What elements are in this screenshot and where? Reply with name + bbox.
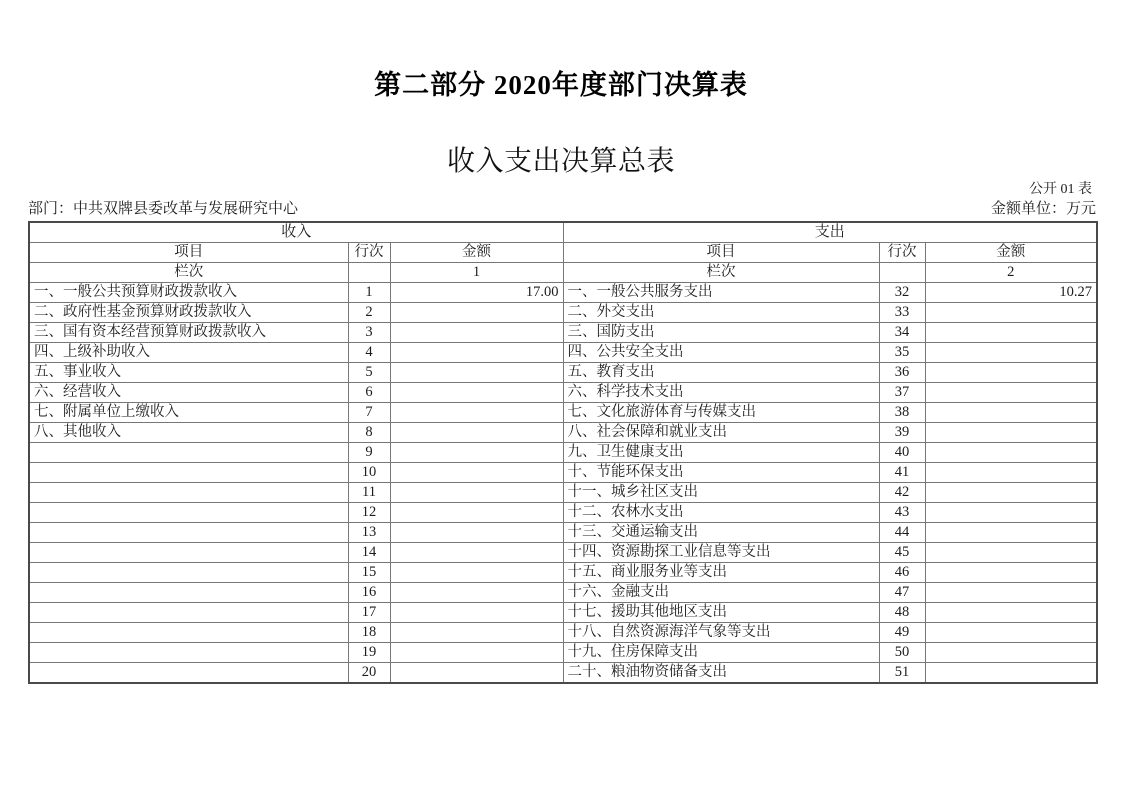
expense-item-cell: 一、一般公共服务支出: [563, 283, 879, 303]
expense-rowno-cell: 46: [879, 563, 925, 583]
expense-rowno-cell: 35: [879, 343, 925, 363]
income-amount-cell: [390, 443, 563, 463]
income-rowno-cell: 10: [348, 463, 390, 483]
expense-rowno-header: 行次: [879, 243, 925, 263]
income-amount-cell: [390, 623, 563, 643]
department-line: 部门：中共双牌县委改革与发展研究中心: [28, 201, 299, 217]
expense-rowno-cell: 39: [879, 423, 925, 443]
expense-item-cell: 七、文化旅游体育与传媒支出: [563, 403, 879, 423]
expense-item-cell: 十九、住房保障支出: [563, 643, 879, 663]
expense-amount-cell: [925, 423, 1097, 443]
expense-rowno-cell: 47: [879, 583, 925, 603]
expense-rowno-cell: 34: [879, 323, 925, 343]
expense-item-cell: 十六、金融支出: [563, 583, 879, 603]
expense-amount-cell: [925, 603, 1097, 623]
income-amount-cell: [390, 563, 563, 583]
table-row: [29, 563, 1097, 583]
income-item-header: 项目: [29, 243, 348, 263]
income-amount-cell: [390, 583, 563, 603]
expense-item-cell: 十一、城乡社区支出: [563, 483, 879, 503]
table-row: [29, 503, 1097, 523]
income-section-header: 收入: [29, 222, 563, 243]
table-row: [29, 383, 1097, 403]
expense-rowno-cell: 49: [879, 623, 925, 643]
column-index-row: [29, 263, 1097, 283]
income-amount-cell: [390, 543, 563, 563]
table-row: [29, 283, 1097, 303]
income-amount-cell: 17.00: [390, 283, 563, 303]
expense-item-cell: 五、教育支出: [563, 363, 879, 383]
table-row: [29, 303, 1097, 323]
income-rowno-cell: 6: [348, 383, 390, 403]
table-body: [29, 283, 1097, 684]
income-amount-cell: [390, 383, 563, 403]
expense-rowno-cell: 38: [879, 403, 925, 423]
income-rowno-cell: 18: [348, 623, 390, 643]
income-amount-header: 金额: [390, 243, 563, 263]
expense-rowno-cell: 42: [879, 483, 925, 503]
income-index-value: 1: [390, 263, 563, 283]
income-amount-cell: [390, 343, 563, 363]
expense-rowno-cell: 43: [879, 503, 925, 523]
income-item-cell: [29, 523, 348, 543]
expense-amount-cell: [925, 323, 1097, 343]
expense-item-cell: 八、社会保障和就业支出: [563, 423, 879, 443]
income-rowno-cell: 15: [348, 563, 390, 583]
income-item-cell: [29, 463, 348, 483]
expense-item-cell: 六、科学技术支出: [563, 383, 879, 403]
table-header: [29, 222, 1097, 283]
income-item-cell: [29, 543, 348, 563]
table-row: [29, 663, 1097, 684]
income-rowno-cell: 13: [348, 523, 390, 543]
income-item-cell: [29, 643, 348, 663]
income-item-cell: [29, 443, 348, 463]
income-amount-cell: [390, 483, 563, 503]
table-row: [29, 463, 1097, 483]
income-rowno-cell: 3: [348, 323, 390, 343]
expense-amount-cell: [925, 383, 1097, 403]
income-index-label: 栏次: [29, 263, 348, 283]
expense-amount-cell: [925, 523, 1097, 543]
expense-rowno-cell: 48: [879, 603, 925, 623]
expense-rowno-cell: 50: [879, 643, 925, 663]
expense-item-cell: 十、节能环保支出: [563, 463, 879, 483]
table-row: [29, 323, 1097, 343]
expense-rowno-cell: 32: [879, 283, 925, 303]
table-row: [29, 423, 1097, 443]
expense-item-cell: 二、外交支出: [563, 303, 879, 323]
income-amount-cell: [390, 303, 563, 323]
expense-rowno-cell: 40: [879, 443, 925, 463]
income-amount-cell: [390, 423, 563, 443]
income-rowno-cell: 19: [348, 643, 390, 663]
expense-item-header: 项目: [563, 243, 879, 263]
table-meta: [28, 182, 1096, 218]
summary-table: [28, 221, 1098, 684]
income-rowno-cell: 1: [348, 283, 390, 303]
expense-item-cell: 四、公共安全支出: [563, 343, 879, 363]
expense-amount-cell: [925, 483, 1097, 503]
expense-amount-cell: [925, 363, 1097, 383]
income-item-cell: [29, 603, 348, 623]
table-row: [29, 403, 1097, 423]
income-item-cell: 八、其他收入: [29, 423, 348, 443]
income-rowno-cell: 20: [348, 663, 390, 684]
expense-amount-cell: 10.27: [925, 283, 1097, 303]
table-row: [29, 643, 1097, 663]
expense-amount-cell: [925, 403, 1097, 423]
expense-amount-cell: [925, 503, 1097, 523]
expense-section-header: 支出: [563, 222, 1097, 243]
expense-rowno-cell: 45: [879, 543, 925, 563]
expense-amount-header: 金额: [925, 243, 1097, 263]
income-item-cell: 三、国有资本经营预算财政拨款收入: [29, 323, 348, 343]
income-item-cell: [29, 623, 348, 643]
expense-item-cell: 十七、援助其他地区支出: [563, 603, 879, 623]
income-rowno-cell: 2: [348, 303, 390, 323]
expense-rowno-cell: 51: [879, 663, 925, 684]
income-item-cell: [29, 583, 348, 603]
meta-row: [28, 200, 1096, 218]
table-row: [29, 543, 1097, 563]
income-amount-cell: [390, 523, 563, 543]
income-amount-cell: [390, 323, 563, 343]
column-header-row: [29, 243, 1097, 263]
table-title: 收入支出决算总表: [446, 146, 675, 177]
expense-item-cell: 十八、自然资源海洋气象等支出: [563, 623, 879, 643]
income-rowno-cell: 8: [348, 423, 390, 443]
income-rowno-cell: 9: [348, 443, 390, 463]
income-amount-cell: [390, 643, 563, 663]
income-item-cell: 七、附属单位上缴收入: [29, 403, 348, 423]
expense-amount-cell: [925, 583, 1097, 603]
income-amount-cell: [390, 463, 563, 483]
expense-rowno-cell: 36: [879, 363, 925, 383]
table-code: 公开 01 表: [1029, 182, 1092, 197]
income-item-cell: 五、事业收入: [29, 363, 348, 383]
expense-amount-cell: [925, 443, 1097, 463]
income-item-cell: [29, 483, 348, 503]
expense-amount-cell: [925, 643, 1097, 663]
expense-index-label: 栏次: [563, 263, 879, 283]
expense-item-cell: 二十、粮油物资储备支出: [563, 663, 879, 684]
expense-item-cell: 十四、资源勘探工业信息等支出: [563, 543, 879, 563]
expense-index-rowno-cell: [879, 263, 925, 283]
expense-index-value: 2: [925, 263, 1097, 283]
expense-item-cell: 三、国防支出: [563, 323, 879, 343]
expense-item-cell: 九、卫生健康支出: [563, 443, 879, 463]
table-row: [29, 583, 1097, 603]
expense-item-cell: 十二、农林水支出: [563, 503, 879, 523]
income-rowno-cell: 14: [348, 543, 390, 563]
income-amount-cell: [390, 663, 563, 684]
income-item-cell: [29, 503, 348, 523]
table-row: [29, 443, 1097, 463]
income-item-cell: 二、政府性基金预算财政拨款收入: [29, 303, 348, 323]
income-rowno-cell: 5: [348, 363, 390, 383]
income-rowno-header: 行次: [348, 243, 390, 263]
expense-item-cell: 十五、商业服务业等支出: [563, 563, 879, 583]
income-rowno-cell: 12: [348, 503, 390, 523]
income-amount-cell: [390, 403, 563, 423]
table-row: [29, 623, 1097, 643]
expense-amount-cell: [925, 563, 1097, 583]
income-item-cell: 一、一般公共预算财政拨款收入: [29, 283, 348, 303]
table-row: [29, 363, 1097, 383]
income-amount-cell: [390, 603, 563, 623]
expense-amount-cell: [925, 663, 1097, 684]
section-header-row: [29, 222, 1097, 243]
expense-rowno-cell: 37: [879, 383, 925, 403]
amount-unit-label: 金额单位：万元: [990, 201, 1096, 217]
income-rowno-cell: 16: [348, 583, 390, 603]
income-item-cell: [29, 663, 348, 684]
expense-amount-cell: [925, 343, 1097, 363]
expense-rowno-cell: 41: [879, 463, 925, 483]
income-amount-cell: [390, 363, 563, 383]
income-item-cell: 四、上级补助收入: [29, 343, 348, 363]
expense-amount-cell: [925, 543, 1097, 563]
expense-item-cell: 十三、交通运输支出: [563, 523, 879, 543]
page-title: 第二部分 2020年度部门决算表: [374, 70, 748, 100]
table-row: [29, 483, 1097, 503]
expense-amount-cell: [925, 623, 1097, 643]
expense-rowno-cell: 33: [879, 303, 925, 323]
income-item-cell: 六、经营收入: [29, 383, 348, 403]
income-rowno-cell: 11: [348, 483, 390, 503]
income-rowno-cell: 7: [348, 403, 390, 423]
income-rowno-cell: 17: [348, 603, 390, 623]
income-index-rowno-cell: [348, 263, 390, 283]
expense-amount-cell: [925, 303, 1097, 323]
income-item-cell: [29, 563, 348, 583]
income-rowno-cell: 4: [348, 343, 390, 363]
table-row: [29, 603, 1097, 623]
expense-amount-cell: [925, 463, 1097, 483]
expense-rowno-cell: 44: [879, 523, 925, 543]
table-row: [29, 523, 1097, 543]
table-row: [29, 343, 1097, 363]
income-amount-cell: [390, 503, 563, 523]
